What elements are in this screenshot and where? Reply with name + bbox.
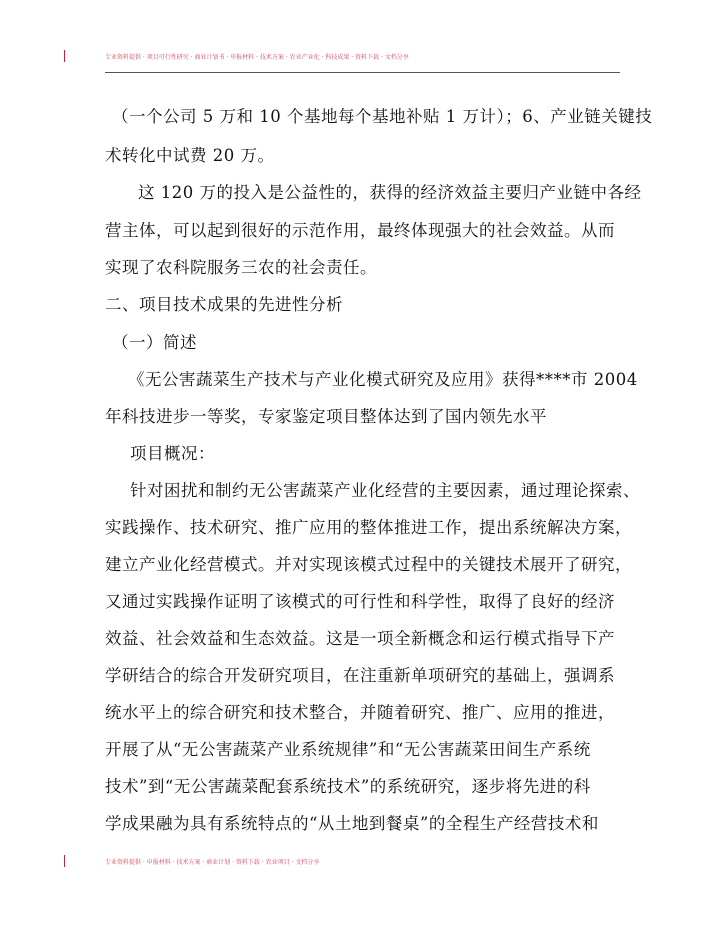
- body-line: 实践操作、技术研究、推广应用的整体推进工作，提出系统解决方案，: [105, 518, 632, 537]
- body-line: 统水平上的综合研究和技术整合，并随着研究、推广、应用的推进，: [105, 703, 615, 722]
- footer-banner: 专业资料提供 · 申报材料 · 技术方案 · 商业计划 · 资料下载 · 农业项目 · 文档分享: [105, 859, 320, 866]
- body-line: 建立产业化经营模式。并对实现该模式过程中的关键技术展开了研究，: [105, 555, 632, 574]
- page-corner-mark-top: [64, 50, 65, 62]
- body-line: 效益、社会效益和生态效益。这是一项全新概念和运行模式指导下产: [105, 629, 615, 648]
- subsection-heading: （一）简述: [112, 333, 197, 352]
- header-rule: [105, 72, 620, 73]
- body-line: 实现了农科院服务三农的社会责任。: [105, 258, 377, 277]
- body-line: 针对困扰和制约无公害蔬菜产业化经营的主要因素，通过理论探索、: [130, 481, 640, 500]
- body-line: 项目概况：: [130, 444, 215, 463]
- section-heading: 二、项目技术成果的先进性分析: [105, 295, 343, 314]
- page-corner-mark-bottom: [64, 855, 65, 867]
- body-line: 又通过实践操作证明了该模式的可行性和科学性，取得了良好的经济: [105, 592, 615, 611]
- header-banner: 专业资料提供 · 项目可行性研究 · 商业计划书 · 申报材料 · 技术方案 · 农业产业化 · 科技成果 · 资料下载 · 文档分享: [105, 54, 409, 61]
- body-line: 营主体，可以起到很好的示范作用，最终体现强大的社会效益。从而: [105, 221, 615, 240]
- body-line: 术转化中试费 20 万。: [105, 146, 275, 165]
- body-line: 《无公害蔬菜生产技术与产业化模式研究及应用》获得****市 2004: [128, 370, 638, 389]
- body-line: 开展了从“无公害蔬菜产业系统规律”和“无公害蔬菜田间生产系统: [105, 740, 591, 759]
- body-line: 年科技进步一等奖，专家鉴定项目整体达到了国内领先水平: [105, 407, 547, 426]
- body-line: （一个公司 5 万和 10 个基地每个基地补贴 1 万计）；6、产业链关键技: [112, 107, 653, 126]
- body-line: 学成果融为具有系统特点的“从土地到餐桌”的全程生产经营技术和: [105, 814, 599, 833]
- body-line: 技术”到“无公害蔬菜配套系统技术”的系统研究，逐步将先进的科: [105, 777, 591, 796]
- body-line: 这 120 万的投入是公益性的，获得的经济效益主要归产业链中各经: [138, 183, 642, 202]
- body-line: 学研结合的综合开发研究项目，在注重新单项研究的基础上，强调系: [105, 666, 615, 685]
